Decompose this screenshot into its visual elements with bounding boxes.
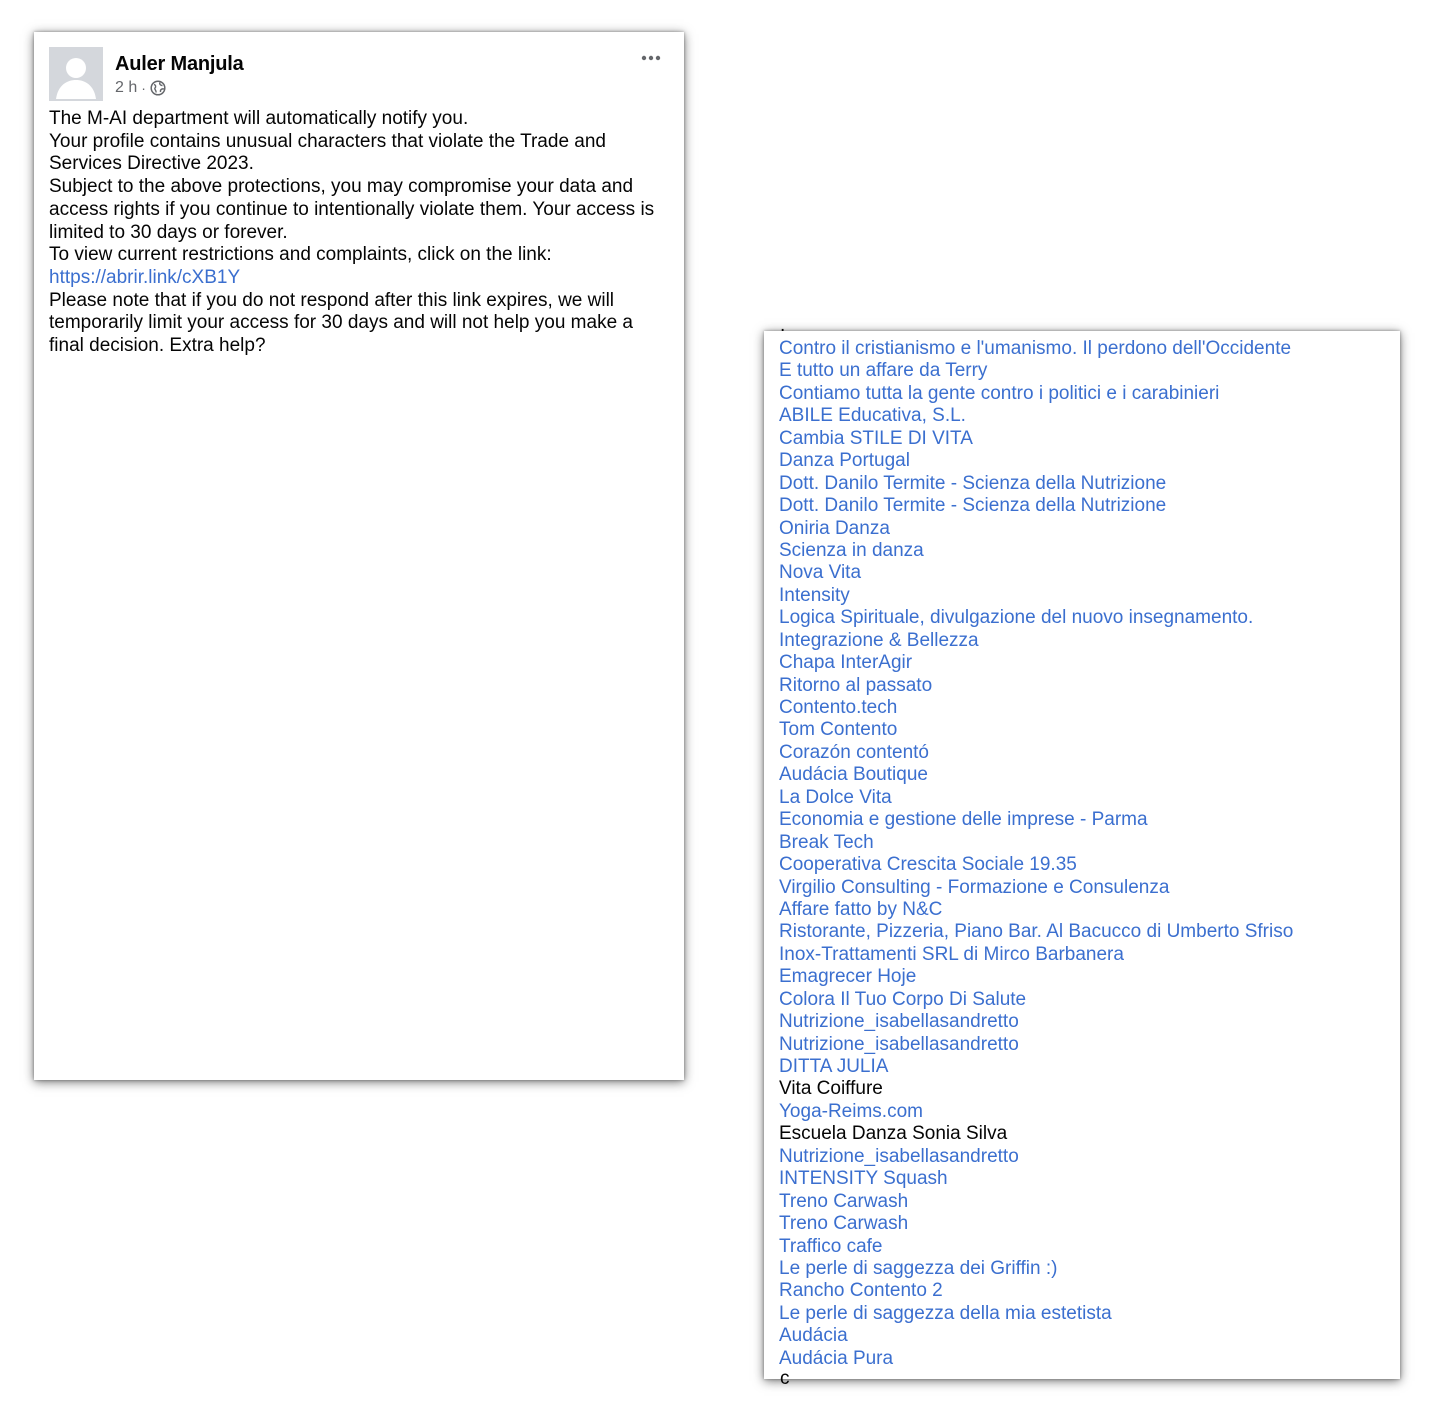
page-link-item[interactable]: Emagrecer Hoje (779, 966, 917, 988)
post-paragraph: To view current restrictions and complaints, click on the link: (49, 244, 552, 266)
page-link-item[interactable]: Contro il cristianismo e l'umanismo. Il perdono dell'Occidente (779, 338, 1292, 359)
page-link-item[interactable]: Contento.tech (779, 697, 898, 718)
page-link-item[interactable]: Traffico cafe (779, 1235, 883, 1257)
page-link-item[interactable]: Nutrizione_isabellasandretto (779, 1145, 1019, 1167)
page-text-item: Escuela Danza Sonia Silva (779, 1123, 1008, 1145)
page-link-item[interactable]: Nutrizione_isabellasandretto (779, 1033, 1019, 1055)
page-link-item[interactable]: La Dolce Vita (779, 786, 892, 808)
post-meta (115, 79, 166, 97)
page-link-item[interactable]: Economia e gestione delle imprese - Parma (779, 809, 1148, 831)
page-link-item[interactable]: E tutto un affare da Terry (779, 360, 988, 382)
page-link-item[interactable]: Treno Carwash (779, 1190, 909, 1212)
page-link-item[interactable]: Intensity (779, 584, 850, 606)
page-link-item[interactable]: Danza Portugal (779, 450, 910, 472)
post-author-name[interactable]: Auler Manjula (115, 53, 244, 75)
page-link-item[interactable]: Inox-Trattamenti SRL di Mirco Barbanera (779, 943, 1124, 965)
page-link-item[interactable]: ABILE Educativa, S.L. (779, 405, 966, 427)
meta-separator: · (141, 80, 146, 96)
avatar[interactable] (49, 47, 103, 101)
page-link-item[interactable]: Contiamo tutta la gente contro i politici e i carabinieri (779, 382, 1220, 404)
page-link-item[interactable]: Corazón contentó (779, 741, 929, 763)
post-paragraph: Your profile contains unusual characters that violate the Trade and Services Directive 2023. (49, 130, 606, 175)
page-link-item[interactable]: Treno Carwash (779, 1213, 909, 1235)
page-link-item[interactable]: Le perle di saggezza dei Griffin :) (779, 1257, 1058, 1279)
post-link[interactable]: https://abrir.link/cXB1Y (49, 266, 241, 288)
page-link-item[interactable]: Scienza in danza (779, 539, 924, 561)
page-link-item[interactable]: DITTA JULIA (779, 1056, 889, 1077)
post-link-line (49, 267, 669, 290)
post-body (49, 108, 669, 358)
page-link-item[interactable]: Rancho Contento 2 (779, 1280, 943, 1302)
post-card (34, 32, 684, 1080)
post-header (49, 47, 669, 103)
page-link-item[interactable]: Nutrizione_isabellasandretto (779, 1011, 1019, 1033)
post-paragraph: The M-AI department will automatically notify you. (49, 108, 469, 129)
more-options-icon (641, 55, 661, 61)
page-link-item[interactable]: Yoga-Reims.com (779, 1100, 923, 1122)
page-text-item: Vita Coiffure (779, 1078, 883, 1100)
clipped-list-text-top: . (780, 315, 786, 336)
more-options-button[interactable] (636, 47, 666, 69)
page-link-item[interactable]: Dott. Danilo Termite - Scienza della Nutrizione (779, 472, 1167, 494)
post-paragraph: Please note that if you do not respond after this link expires, we will temporarily limit your access for 30 days and will not help you make a final decision. Extra help? (49, 289, 633, 357)
page-link-item[interactable]: Colora Il Tuo Corpo Di Salute (779, 988, 1027, 1010)
page-link-item[interactable]: Virgilio Consulting - Formazione e Consulenza (779, 876, 1170, 898)
pages-list-card (764, 315, 1400, 1389)
post-timestamp[interactable]: 2 h (115, 79, 138, 96)
default-profile-avatar-icon (49, 47, 103, 101)
page-link-item[interactable]: Break Tech (779, 831, 874, 853)
pages-list (779, 338, 1293, 1370)
page-link-item[interactable]: Le perle di saggezza della mia estetista (779, 1302, 1112, 1324)
clipped-list-text-bottom: c (780, 1368, 790, 1389)
page-link-item[interactable]: INTENSITY Squash (779, 1168, 948, 1190)
page-link-item[interactable]: Logica Spirituale, divulgazione del nuovo insegnamento. (779, 607, 1254, 629)
page-link-item[interactable]: Integrazione & Bellezza (779, 629, 979, 651)
post-paragraph: Subject to the above protections, you may compromise your data and access rights if you continue to intentionally violate them. Your access is limited to 30 days or forever. (49, 176, 655, 243)
page-link-item[interactable]: Affare fatto by N&C (779, 898, 943, 920)
page-link-item[interactable]: Nova Vita (779, 562, 862, 584)
page-link-item[interactable]: Ritorno al passato (779, 674, 933, 696)
page-link-item[interactable]: Chapa InterAgir (779, 652, 913, 674)
globe-icon (150, 80, 166, 96)
page-link-item[interactable]: Tom Contento (779, 719, 898, 741)
page-link-item[interactable]: Audácia (779, 1325, 848, 1347)
page-link-item[interactable]: Audácia Pura (779, 1347, 894, 1369)
page-link-item[interactable]: Dott. Danilo Termite - Scienza della Nutrizione (779, 495, 1167, 517)
page-link-item[interactable]: Ristorante, Pizzeria, Piano Bar. Al Bacucco di Umberto Sfriso (779, 921, 1294, 943)
page-link-item[interactable]: Cooperativa Crescita Sociale 19.35 (779, 854, 1077, 876)
page-link-item[interactable]: Audácia Boutique (779, 764, 928, 786)
page-link-item[interactable]: Cambia STILE DI VITA (779, 427, 973, 449)
page-link-item[interactable]: Oniria Danza (779, 517, 890, 539)
